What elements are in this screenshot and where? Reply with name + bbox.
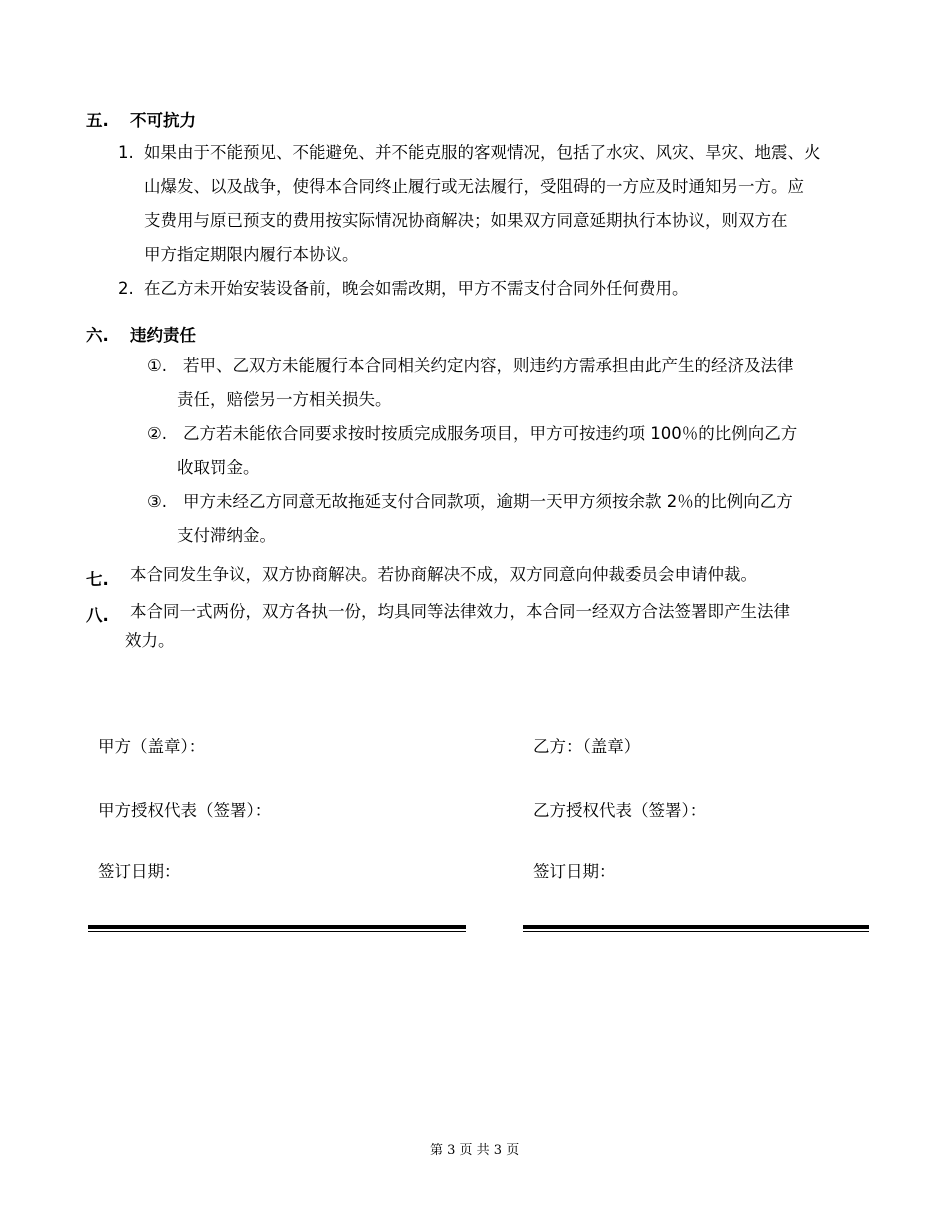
item-text — [118, 136, 878, 272]
section-seven-number: 七. — [86, 570, 109, 589]
section-five-title: 不可抗力 — [130, 111, 196, 130]
party-a-seal-label: 甲方（盖章）： — [98, 737, 206, 756]
item-line: 如果由于不能预见、不能避免、并不能克服的客观情况，包括了水灾、风灾、旱灾、地震、火 — [144, 143, 821, 162]
item-number: ②. — [147, 424, 168, 443]
item-line: 支费用与原已预支的费用按实际情况协商解决；如果双方同意延期执行本协议，则双方在 — [144, 211, 788, 230]
item-line: 甲方指定期限内履行本协议。 — [144, 245, 359, 264]
section-seven-text: 本合同发生争议，双方协商解决。若协商解决不成，双方同意向仲裁委员会申请仲裁。 — [130, 565, 757, 584]
party-a-date-label: 签订日期： — [98, 862, 181, 881]
section-eight-line-1: 本合同一式两份，双方各执一份，均具同等法律效力，本合同一经双方合法签署即产生法律 — [130, 602, 790, 621]
section-six-item-2 — [147, 417, 877, 485]
section-six-item-1 — [147, 349, 877, 417]
section-eight-line-2: 效力。 — [125, 631, 175, 650]
party-b-representative-label: 乙方授权代表（签署）： — [533, 801, 707, 820]
section-five-item-1 — [118, 136, 878, 272]
item-number: ③. — [147, 492, 168, 511]
item-line: 山爆发、以及战争，使得本合同终止履行或无法履行，受阻碍的一方应及时通知另一方。应 — [144, 177, 804, 196]
section-five-number: 五. — [86, 111, 109, 130]
party-b-seal-label: 乙方：（盖章） — [533, 737, 641, 756]
party-a-representative-label: 甲方授权代表（签署）： — [98, 801, 272, 820]
item-line: 支付滞纳金。 — [177, 526, 276, 545]
item-line: 责任，赔偿另一方相关损失。 — [177, 390, 392, 409]
item-line: 若甲、乙双方未能履行本合同相关约定内容，则违约方需承担由此产生的经济及法律 — [183, 356, 794, 375]
section-eight-number: 八. — [86, 606, 109, 625]
party-b-date-label: 签订日期： — [533, 862, 616, 881]
item-line: 收取罚金。 — [177, 458, 260, 477]
item-number: ①. — [147, 356, 168, 375]
section-six-title: 违约责任 — [130, 326, 196, 345]
item-number: 2. — [118, 279, 134, 298]
item-number: 1. — [118, 143, 134, 162]
item-line: 甲方未经乙方同意无故拖延支付合同款项，逾期一天甲方须按余款 2％的比例向乙方 — [183, 492, 793, 511]
section-five-item-2 — [118, 272, 878, 306]
section-six-number: 六. — [86, 326, 109, 345]
section-six-item-3 — [147, 485, 877, 553]
page-number: 第 3 页 共 3 页 — [430, 1143, 520, 1158]
item-line: 乙方若未能依合同要求按时按质完成服务项目，甲方可按违约项 100％的比例向乙方 — [183, 424, 798, 443]
item-line: 在乙方未开始安装设备前，晚会如需改期，甲方不需支付合同外任何费用。 — [144, 279, 689, 298]
